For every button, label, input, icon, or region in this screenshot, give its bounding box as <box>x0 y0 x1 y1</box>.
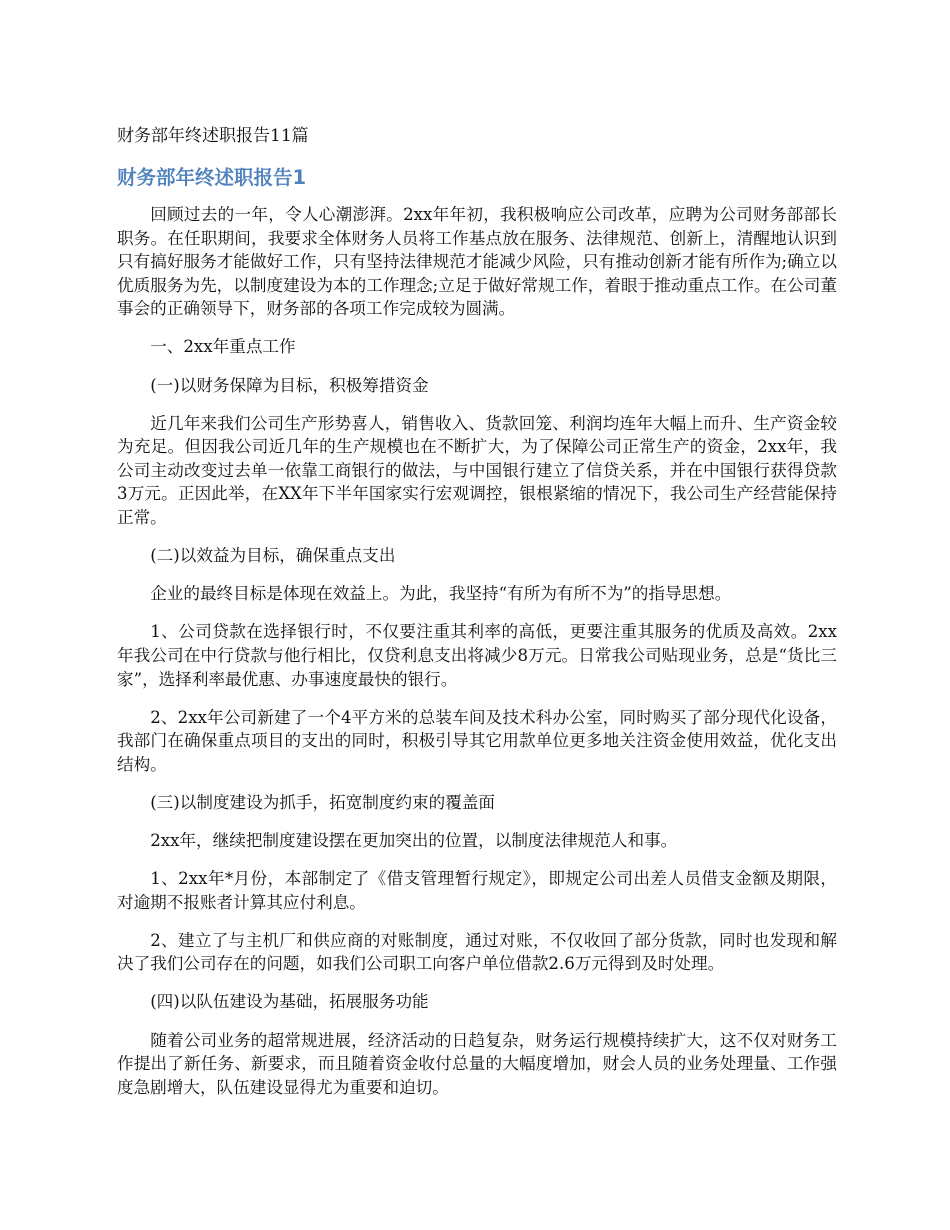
paragraph: 2、建立了与主机厂和供应商的对账制度，通过对账，不仅收回了部分货款，同时也发现和解决了我们公司存在的问题，如我们公司职工向客户单位借款2.6万元得到及时处理。 <box>117 930 837 974</box>
paragraph: 1、2xx年*月份，本部制定了《借支管理暂行规定》，即规定公司出差人员借支金额及期限，对逾期不报账者计算其应付利息。 <box>117 869 837 912</box>
section-heading: 财务部年终述职报告1 <box>117 166 307 189</box>
document-title: 财务部年终述职报告11篇 <box>117 126 309 146</box>
subheading: (三)以制度建设为抓手，拓宽制度约束的覆盖面 <box>150 792 496 812</box>
subheading: (一)以财务保障为目标，积极筹措资金 <box>150 375 429 395</box>
paragraph: 2xx年，继续把制度建设摆在更加突出的位置，以制度法律规范人和事。 <box>150 830 678 850</box>
paragraph: 2、2xx年公司新建了一个4平方米的总装车间及技术科办公室，同时购买了部分现代化设备，我部门在确保重点项目的支出的同时，积极引导其它用款单位更多地关注资金使用效益，优化支出结构。 <box>117 707 837 774</box>
subheading: (四)以队伍建设为基础，拓展服务功能 <box>150 992 429 1012</box>
subheading: (二)以效益为目标，确保重点支出 <box>150 546 396 566</box>
paragraph: 随着公司业务的超常规进展，经济活动的日趋复杂，财务运行规模持续扩大，这不仅对财务工作提出了新任务、新要求，而且随着资金收付总量的大幅度增加，财会人员的业务处理量、工作强度急剧增大，队伍建设显得尤为重要和迫切。 <box>117 1030 837 1097</box>
paragraph: 近几年来我们公司生产形势喜人，销售收入、货款回笼、利润均连年大幅上而升、生产资金较为充足。但因我公司近几年的生产规模也在不断扩大，为了保障公司正常生产的资金，2xx年，我公司主动改变过去单一依靠工商银行的做法，与中国银行建立了信贷关系，并在中国银行获得贷款3万元。正因此举，在XX年下半年国家实行宏观调控，银根紧缩的情况下，我公司生产经营能保持正常。 <box>117 413 837 528</box>
subheading: 一、2xx年重点工作 <box>150 337 296 357</box>
document-body <box>117 203 837 1114</box>
paragraph: 企业的最终目标是体现在效益上。为此，我坚持“有所为有所不为”的指导思想。 <box>150 584 732 604</box>
paragraph: 回顾过去的一年，令人心潮澎湃。2xx年年初，我积极响应公司改革，应聘为公司财务部部长职务。在任职期间，我要求全体财务人员将工作基点放在服务、法律规范、创新上，清醒地认识到只有搞好服务才能做好工作，只有坚持法律规范才能减少风险，只有推动创新才能有所作为;确立以优质服务为先，以制度建设为本的工作理念;立足于做好常规工作，着眼于推动重点工作。在公司董事会的正确领导下，财务部的各项工作完成较为圆满。 <box>117 205 837 319</box>
paragraph: 1、公司贷款在选择银行时，不仅要注重其利率的高低，更要注重其服务的优质及高效。2xx年我公司在中行贷款与他行相比，仅贷利息支出将减少8万元。日常我公司贴现业务，总是“货比三家”，选择利率最优惠、办事速度最快的银行。 <box>117 622 837 689</box>
